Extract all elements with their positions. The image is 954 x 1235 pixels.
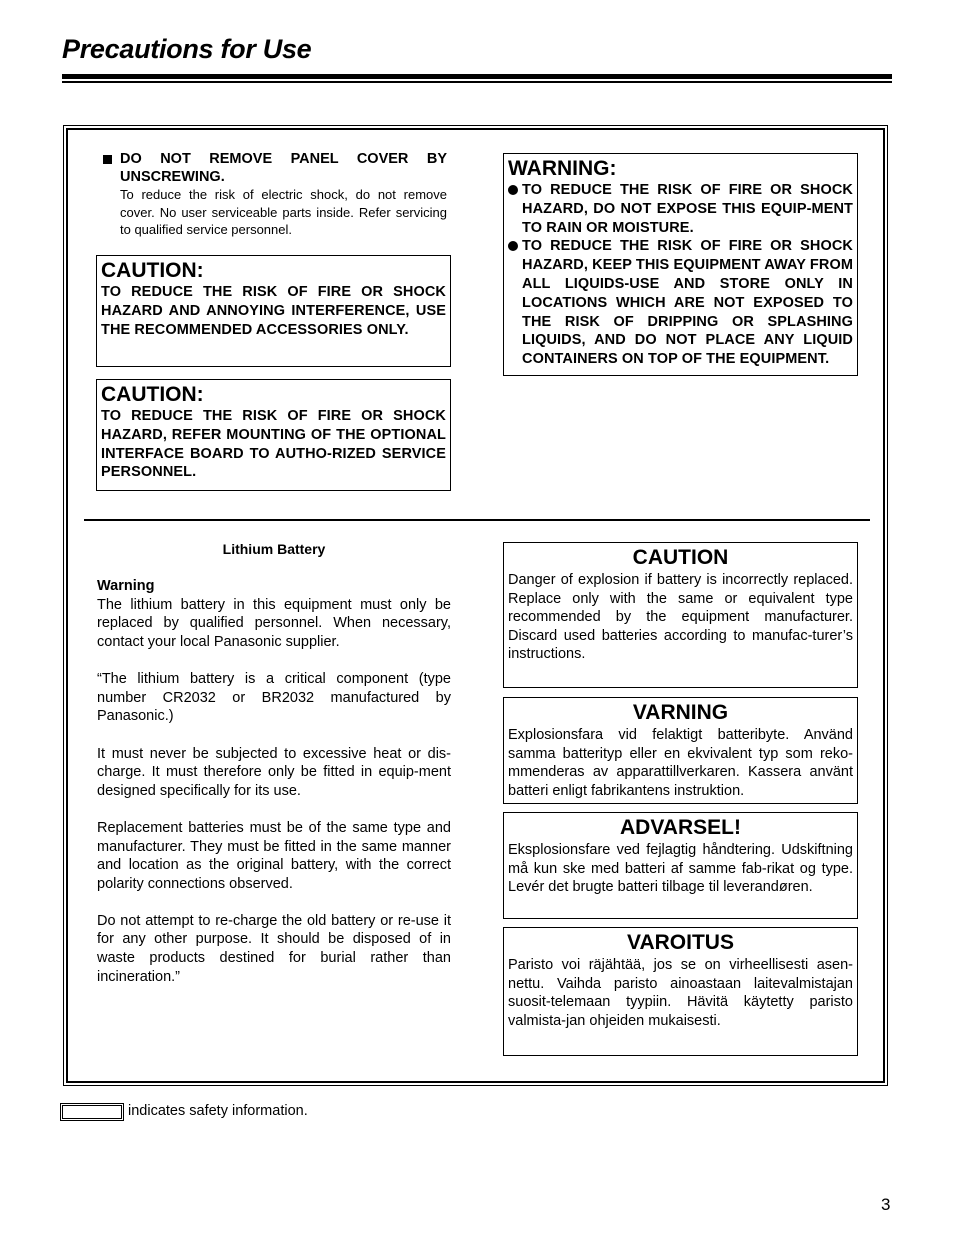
warning-item-text: TO REDUCE THE RISK OF FIRE OR SHOCK HAZARD, KEEP THIS EQUIPMENT AWAY FROM ALL LIQUIDS-USE AND STORE ONLY IN LOCATIONS WHICH ARE NOT EXPOSED TO THE RISK OF DRIPPING OR SPLASHING LIQUIDS, AND DO NOT PLACE ANY LIQUID CONTAINERS ON TOP OF THE EQUIPMENT.: [522, 238, 853, 368]
safety-frame-legend-icon: [62, 1105, 122, 1119]
caution-accessories-box: [96, 255, 451, 367]
lithium-paragraph: Do not attempt to re-charge the old battery or re-use it for any other purpose. It should be disposed of in waste products destined for burial rather than incineration.”: [97, 912, 451, 985]
page-title: Precautions for Use: [62, 34, 312, 64]
square-bullet-icon: [103, 155, 112, 164]
battery-box-text: Eksplosionsfare ved fejlagtig håndtering. Udskiftning må kun ske med batteri af samme fab-rikat og type. Levér det brugte batteri tilbage til leverandøren.: [508, 842, 853, 896]
battery-box-text: Paristo voi räjähtää, jos se on virheellisesti asen-nettu. Vaihda paristo ainoastaan laitevalmistajan suosit-telemaan tyypiin. Hävitä käytetty paristo valmista-jan ohjeiden mukaisesti.: [508, 957, 853, 1029]
caution-title: CAUTION:: [101, 383, 204, 406]
battery-box-title: VARNING: [632, 701, 729, 724]
battery-caution-box: [503, 542, 858, 688]
lithium-paragraph: Replacement batteries must be of the same type and manufacturer. They must be fitted in the same manner and location as the original battery, with the correct polarity connections observed.: [97, 819, 451, 892]
warning-item-text: TO REDUCE THE RISK OF FIRE OR SHOCK HAZARD, DO NOT EXPOSE THIS EQUIP-MENT TO RAIN OR MOISTURE.: [522, 182, 853, 236]
lithium-paragraph: “The lithium battery is a critical component (type number CR2032 or BR2032 manufactured by Panasonic.): [97, 671, 451, 725]
battery-box-text: Explosionsfara vid felaktigt batteribyte. Använd samma batterityp eller en ekvivalent typ som reko-mmenderas av apparattillverkaren. Kassera använt batteri enligt fabrikantens instruktion.: [508, 727, 853, 799]
warning-item: [508, 181, 853, 237]
notice-body-text: To reduce the risk of electric shock, do not remove cover. No user serviceable parts inside. Refer servicing to qualified service personnel.: [120, 187, 447, 238]
lithium-battery-section: [97, 540, 451, 1005]
title-rule-thin: [62, 81, 892, 83]
caution-text: TO REDUCE THE RISK OF FIRE OR SHOCK HAZARD AND ANNOYING INTERFERENCE, USE THE RECOMMENDED ACCESSORIES ONLY.: [101, 284, 446, 338]
lithium-paragraph: The lithium battery in this equipment must only be replaced by qualified personnel. When necessary, contact your local Panasonic supplier.: [97, 596, 451, 650]
section-divider: [84, 519, 870, 521]
caution-text: TO REDUCE THE RISK OF FIRE OR SHOCK HAZARD, REFER MOUNTING OF THE OPTIONAL INTERFACE BOARD TO AUTHO-RIZED SERVICE PERSONNEL.: [101, 408, 446, 481]
lithium-warning-label: Warning: [97, 578, 155, 595]
warning-box: [503, 153, 858, 376]
warning-item: [508, 237, 853, 369]
title-rule-thick: [62, 74, 892, 79]
battery-box-title: CAUTION: [632, 546, 729, 569]
battery-varning-box: [503, 697, 858, 804]
panel-cover-notice: [103, 150, 447, 239]
page-number: 3: [881, 1195, 891, 1214]
lithium-paragraph: It must never be subjected to excessive heat or dis-charge. It must therefore only be fitted in equip-ment designed specifically for its use.: [97, 745, 451, 799]
round-bullet-icon: [508, 241, 518, 251]
lithium-title: Lithium Battery: [222, 541, 326, 557]
battery-advarsel-box: [503, 812, 858, 919]
warning-title: WARNING:: [508, 157, 617, 180]
battery-box-title: ADVARSEL!: [620, 816, 741, 839]
caution-title: CAUTION:: [101, 259, 204, 282]
notice-heading-text: DO NOT REMOVE PANEL COVER BY UNSCREWING.: [120, 151, 447, 185]
notice-body: [103, 186, 447, 239]
round-bullet-icon: [508, 185, 518, 195]
legend-text: indicates safety information.: [128, 1103, 308, 1119]
caution-interface-box: [96, 379, 451, 491]
battery-varoitus-box: [503, 927, 858, 1056]
battery-box-title: VAROITUS: [627, 931, 734, 954]
battery-box-text: Danger of explosion if battery is incorrectly replaced. Replace only with the same or equivalent type recommended by the equipment manufacturer. Discard used batteries according to manufac-turer’s instructions.: [508, 572, 853, 663]
notice-heading: [103, 150, 447, 186]
